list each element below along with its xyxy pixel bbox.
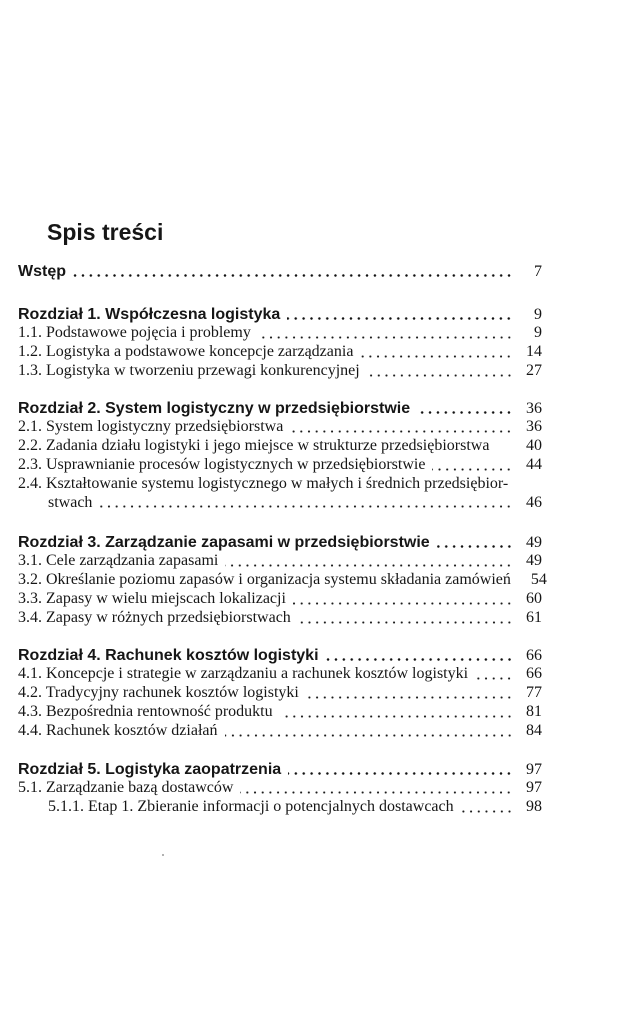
section-label: 4.2. Tradycyjny rachunek kosztów logistyki [18,684,299,702]
page-number: 97 [526,779,542,797]
page-number: 66 [526,665,542,683]
page-number: 97 [526,760,542,778]
section-5-1 [18,779,542,798]
page-number: 9 [534,305,542,323]
page-number: 7 [534,262,542,280]
section-label: 5.1. Zarządzanie bazą dostawców [18,779,234,797]
section-4-1 [18,665,542,684]
dot-leader [73,263,513,282]
section-label: 3.2. Określanie poziomu zapasów i organizacja systemu składania zamówień [18,571,511,589]
page-number: 84 [526,721,542,739]
page-number: 81 [526,702,542,720]
page-number: 49 [526,552,542,570]
chapter-3 [18,533,547,628]
page-number: 40 [526,437,542,455]
section-1-3 [18,362,542,381]
dot-leader [475,665,513,684]
scan-speck [162,854,164,856]
page-number: 61 [526,608,542,626]
page-title: Spis treści [47,219,164,245]
section-label-continuation: stwach [48,493,93,511]
page-number: 54 [530,571,547,589]
section-label: 3.3. Zapasy w wielu miejscach lokalizacji [18,589,286,607]
section-label: 3.4. Zapasy w różnych przedsiębiorstwach [18,608,291,626]
dot-leader [225,722,514,741]
chapter-3-heading [18,534,542,553]
section-3-3 [18,590,542,609]
page-number: 14 [526,343,542,361]
dot-leader [288,761,513,780]
section-3-4 [18,609,542,628]
chapter-4-heading [18,647,542,666]
chapter-heading-label: Rozdział 5. Logistyka zaopatrzenia [18,760,282,778]
chapter-1-heading [18,306,542,325]
section-label: 1.2. Logistyka a podstawowe koncepcje zarządzania [18,343,354,361]
chapter-5-heading [18,761,542,780]
dot-leader [290,418,513,437]
section-label: 1.1. Podstawowe pojęcia i problemy [18,324,251,342]
section-2-4-line-1 [18,475,542,494]
dot-leader [306,684,513,703]
leader-spacer [496,437,513,456]
intro-label: Wstęp [18,262,66,280]
dot-leader [240,779,513,798]
page-number: 49 [526,533,542,551]
dot-leader [99,494,513,513]
dot-leader [298,609,513,628]
section-1-1 [18,324,542,343]
chapter-5 [18,761,542,817]
section-label: 4.3. Bezpośrednia rentowność produktu [18,702,273,720]
page-number: 36 [526,399,542,417]
chapter-4 [18,647,542,741]
dot-leader [461,798,513,817]
subsection-5-1-1 [18,798,542,817]
page-number: 36 [526,418,542,436]
section-label: 2.2. Zadania działu logistyki i jego miejsce w strukturze przedsiębiorstwa [18,437,490,455]
page-number: 27 [526,361,542,379]
table-of-contents [18,262,547,817]
section-2-2 [18,437,542,456]
chapter-1 [18,306,542,381]
chapter-heading-label: Rozdział 3. Zarządzanie zapasami w przedsiębiorstwie [18,533,430,551]
toc-entry-intro [18,263,542,282]
page-number: 98 [526,798,542,816]
dot-leader [293,590,513,609]
section-label: 2.4. Kształtowanie systemu logistycznego w małych i średnich przedsiębior- [18,474,509,492]
dot-leader [367,362,513,381]
chapter-2-heading [18,400,542,419]
dot-leader [326,647,513,666]
chapter-heading-label: Rozdział 4. Rachunek kosztów logistyki [18,646,319,664]
dot-leader [437,534,513,553]
section-4-4 [18,722,542,741]
page-number: 44 [526,455,542,473]
dot-leader [258,324,513,343]
section-3-1 [18,552,542,571]
section-2-3 [18,456,542,475]
chapter-2 [18,400,542,513]
chapter-heading-label: Rozdział 1. Współczesna logistyka [18,305,281,323]
section-label: 4.4. Rachunek kosztów działań [18,721,218,739]
section-3-2 [18,571,547,590]
section-label: 4.1. Koncepcje i strategie w zarządzaniu a rachunek kosztów logistyki [18,665,469,683]
section-label: 2.3. Usprawnianie procesów logistycznych w przedsiębiorstwie [18,455,426,473]
dot-leader [287,306,513,325]
page-number: 9 [534,324,542,342]
page-number: 66 [526,646,542,664]
chapter-heading-label: Rozdział 2. System logistyczny w przedsiębiorstwie [18,399,411,417]
page-number: 46 [526,493,542,511]
section-4-2 [18,684,542,703]
dot-leader [417,400,513,419]
dot-leader [360,343,513,362]
section-2-1 [18,418,542,437]
section-2-4-line-2 [18,494,542,513]
dot-leader [432,456,513,475]
subsection-label: 5.1.1. Etap 1. Zbieranie informacji o potencjalnych dostawcach [48,798,454,816]
page-number: 77 [526,684,542,702]
section-4-3 [18,703,542,722]
page-number: 60 [526,589,542,607]
section-label: 3.1. Cele zarządzania zapasami [18,552,219,570]
section-label: 2.1. System logistyczny przedsiębiorstwa [18,418,284,436]
section-1-2 [18,343,542,362]
dot-leader [225,552,513,571]
dot-leader [280,703,513,722]
section-label: 1.3. Logistyka w tworzeniu przewagi konkurencyjnej [18,361,360,379]
